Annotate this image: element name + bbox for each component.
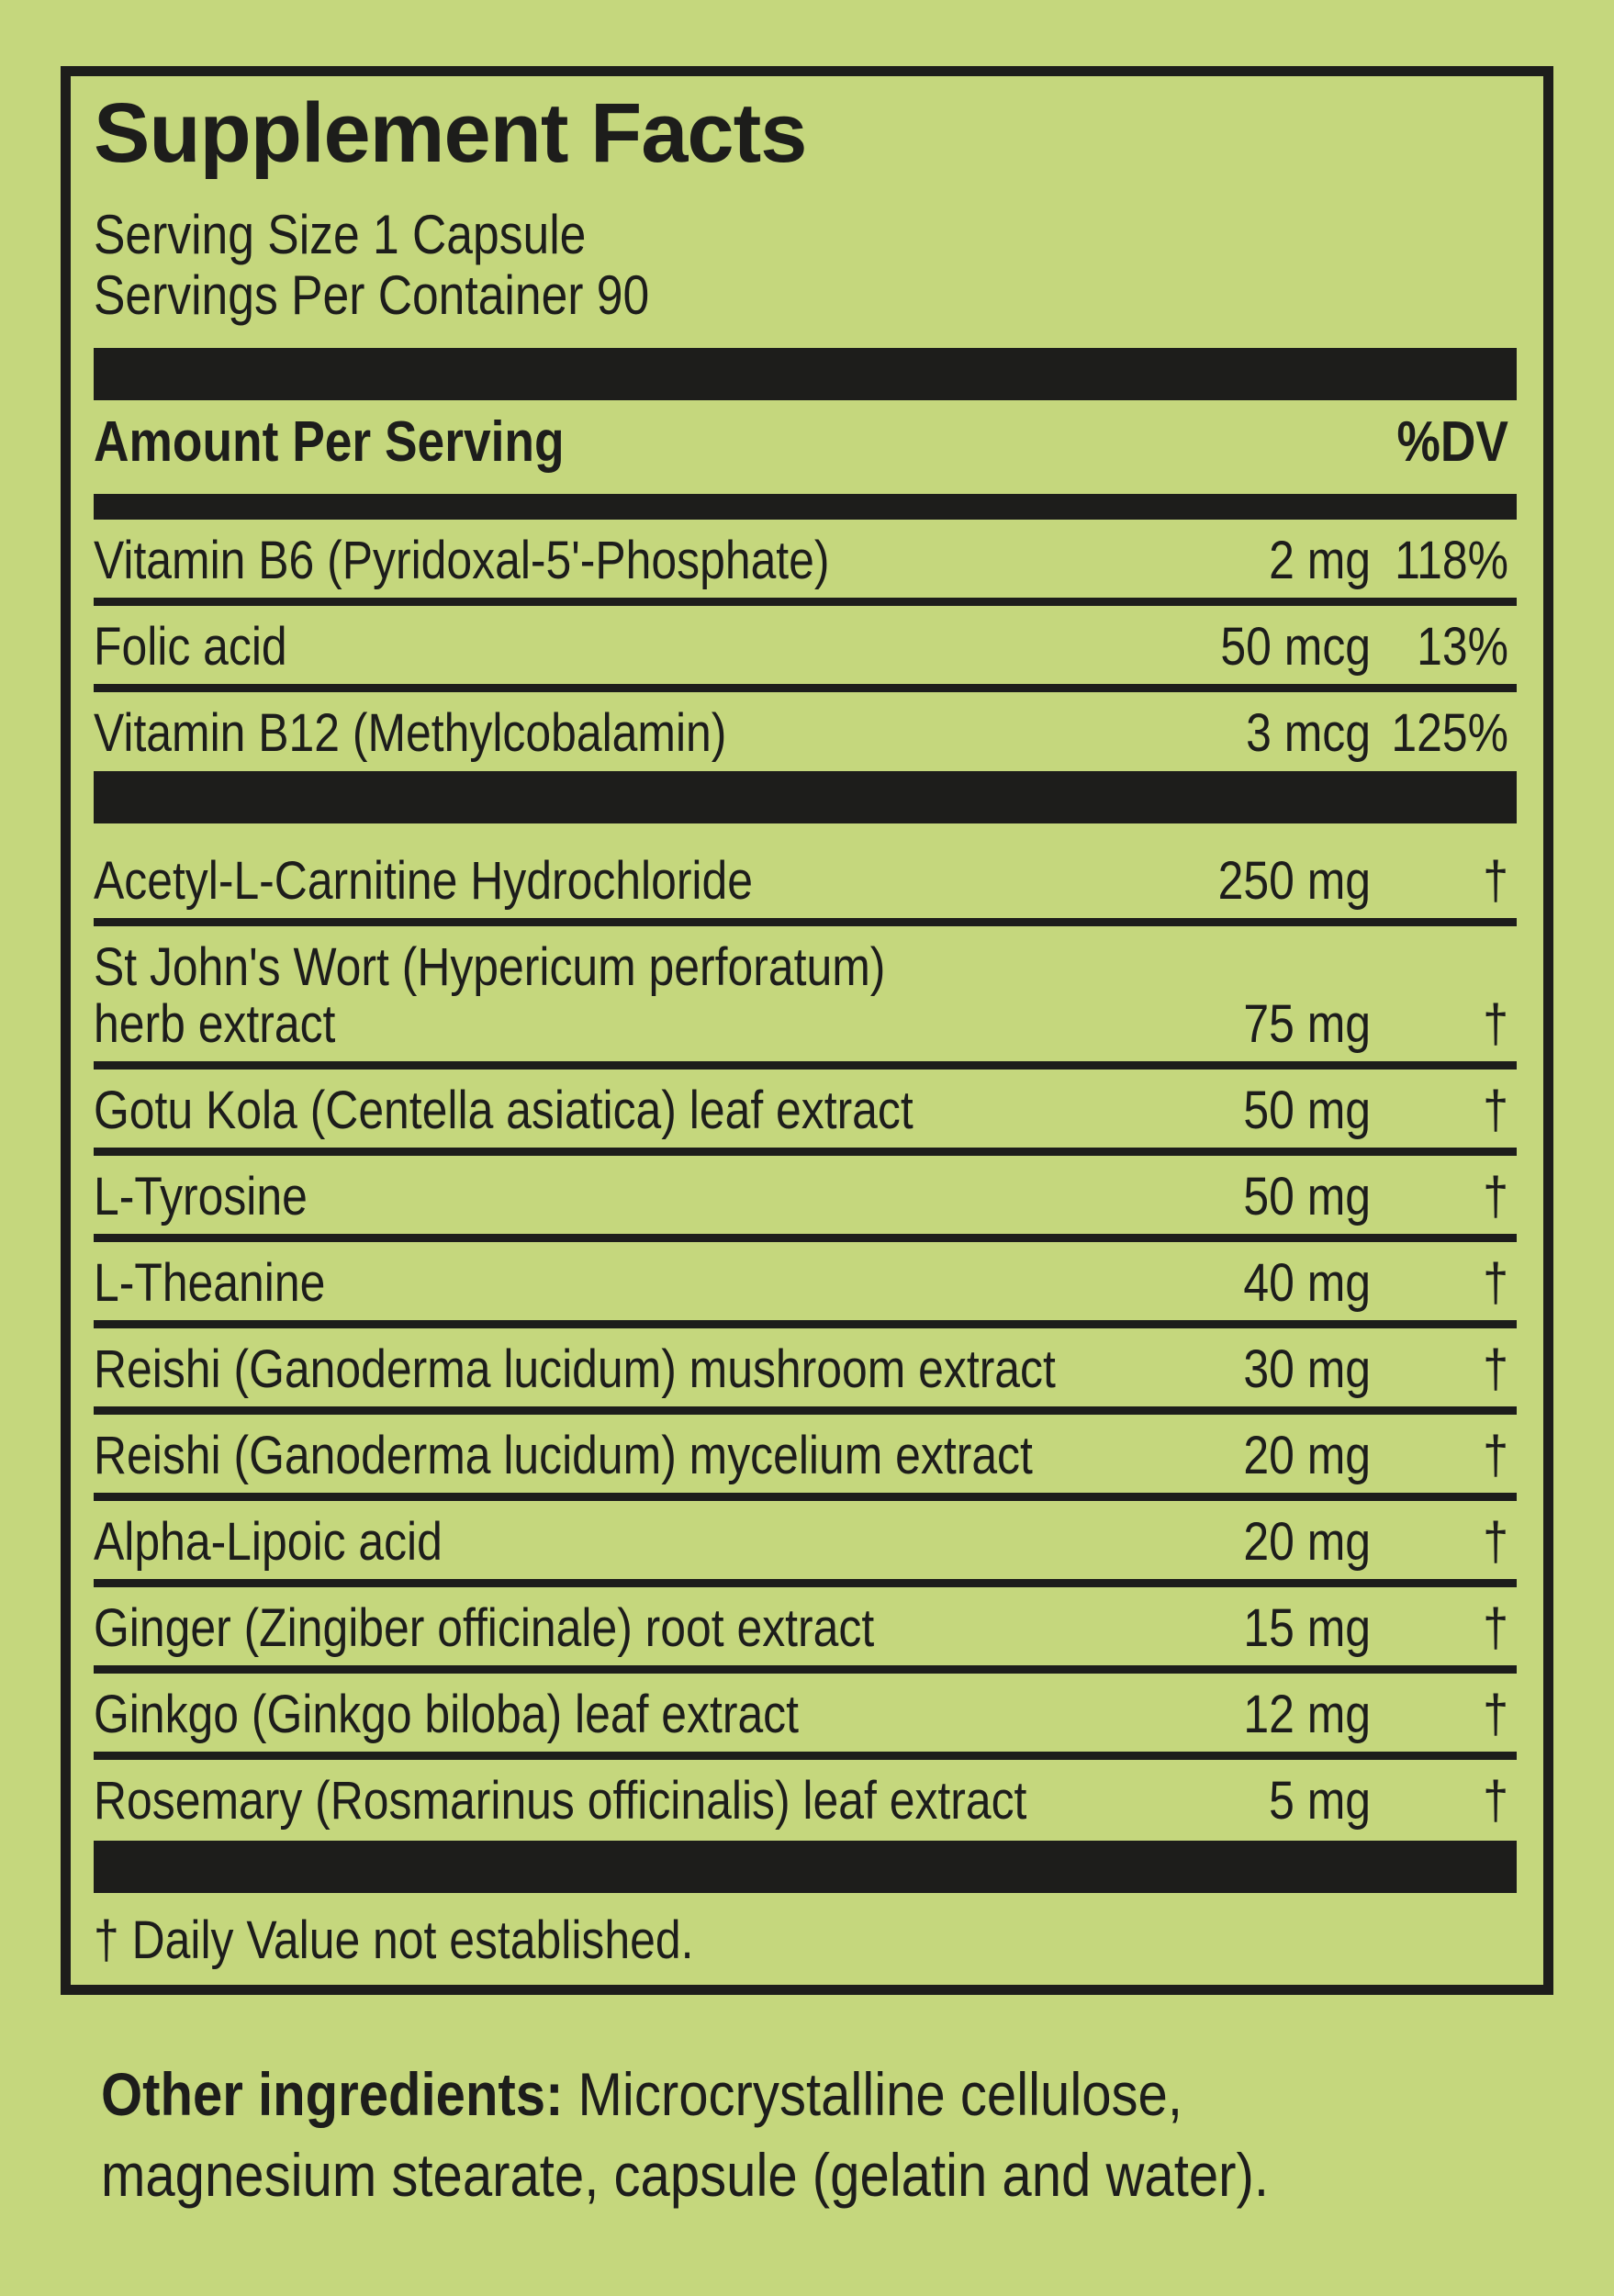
nutrient-row (94, 1070, 1517, 1156)
nutrient-name: Ginkgo (Ginkgo biloba) leaf extract (94, 1685, 799, 1744)
nutrient-amount: 75 mg (1243, 994, 1371, 1054)
nutrient-row (94, 692, 1517, 771)
nutrient-name: Gotu Kola (Centella asiatica) leaf extract (94, 1081, 913, 1140)
nutrient-dv: † (1483, 1426, 1508, 1485)
nutrient-row (94, 1328, 1517, 1415)
nutrient-dv: 118% (1395, 531, 1508, 590)
vitamin-rows-section (94, 520, 1517, 771)
nutrient-amount: 15 mg (1243, 1598, 1371, 1658)
servings-per-container: Servings Per Container 90 (94, 264, 650, 326)
nutrient-row (94, 1501, 1517, 1587)
nutrient-amount: 50 mg (1243, 1081, 1371, 1140)
nutrient-amount: 250 mg (1217, 851, 1371, 911)
nutrient-dv: † (1483, 1253, 1508, 1313)
nutrient-row (94, 1760, 1517, 1841)
other-ingredients-label: Other ingredients: (101, 2060, 564, 2128)
other-ingredients (101, 2054, 1526, 2215)
divider-bar-thin (94, 494, 1517, 520)
footnote (94, 1911, 1517, 1970)
nutrient-row (94, 1415, 1517, 1501)
supplement-facts-panel (61, 66, 1553, 1995)
nutrient-dv: † (1483, 1512, 1508, 1572)
nutrient-dv: † (1483, 1339, 1508, 1399)
divider-bar-thick (94, 348, 1517, 400)
nutrient-dv: 13% (1417, 617, 1508, 677)
nutrient-name: Ginger (Zingiber officinale) root extract (94, 1598, 875, 1658)
nutrient-row (94, 823, 1517, 926)
nutrient-row (94, 606, 1517, 692)
serving-info (94, 205, 1517, 326)
nutrient-dv: † (1483, 1771, 1508, 1831)
nutrient-name: L-Theanine (94, 1253, 326, 1313)
nutrient-amount: 50 mg (1243, 1167, 1371, 1226)
nutrient-name-line2: herb extract (94, 994, 336, 1054)
nutrient-amount: 50 mcg (1220, 617, 1371, 677)
nutrient-amount: 5 mg (1269, 1771, 1371, 1831)
nutrient-name: Alpha-Lipoic acid (94, 1512, 443, 1572)
nutrient-dv: † (1483, 1167, 1508, 1226)
nutrient-row (94, 1156, 1517, 1242)
nutrient-name: L-Tyrosine (94, 1167, 308, 1226)
other-ingredients-line2: magnesium stearate, capsule (gelatin and water). (101, 2141, 1269, 2209)
nutrient-amount: 12 mg (1243, 1685, 1371, 1744)
nutrient-dv: † (1483, 994, 1508, 1054)
nutrient-row (94, 520, 1517, 606)
panel-title: Supplement Facts (94, 86, 807, 180)
amount-per-serving-label: Amount Per Serving (94, 410, 565, 474)
nutrient-amount: 40 mg (1243, 1253, 1371, 1313)
nutrient-dv: † (1483, 1598, 1508, 1658)
nutrient-row (94, 926, 1517, 1070)
dv-column-label: %DV (1396, 410, 1508, 474)
nutrient-amount: 20 mg (1243, 1512, 1371, 1572)
nutrient-name: Reishi (Ganoderma lucidum) mycelium extract (94, 1426, 1033, 1485)
nutrient-amount: 30 mg (1243, 1339, 1371, 1399)
nutrient-dv: † (1483, 1081, 1508, 1140)
nutrient-row (94, 1587, 1517, 1674)
nutrient-dv: † (1483, 1685, 1508, 1744)
nutrient-name: Acetyl-L-Carnitine Hydrochloride (94, 851, 754, 911)
herbal-rows-section (94, 823, 1517, 1841)
nutrient-amount: 3 mcg (1246, 703, 1371, 763)
nutrient-name: Vitamin B12 (Methylcobalamin) (94, 703, 727, 763)
nutrient-amount: 2 mg (1269, 531, 1371, 590)
nutrient-row (94, 1242, 1517, 1328)
other-ingredients-line1 (101, 2054, 1355, 2134)
column-header-row (94, 410, 1517, 474)
divider-bar-thick (94, 771, 1517, 823)
other-ingredients-line1-rest: Microcrystalline cellulose, (563, 2060, 1183, 2128)
nutrient-name: Rosemary (Rosmarinus officinalis) leaf extract (94, 1771, 1027, 1831)
nutrient-name: Vitamin B6 (Pyridoxal-5'-Phosphate) (94, 531, 830, 590)
serving-size: Serving Size 1 Capsule (94, 204, 587, 265)
nutrient-name: St John's Wort (Hypericum perforatum) (94, 937, 886, 997)
footnote-text: † Daily Value not established. (94, 1910, 694, 1970)
nutrient-name: Folic acid (94, 617, 287, 677)
nutrient-dv: † (1483, 851, 1508, 911)
nutrient-name: Reishi (Ganoderma lucidum) mushroom extract (94, 1339, 1056, 1399)
nutrient-dv: 125% (1391, 703, 1508, 763)
divider-bar-thick (94, 1841, 1517, 1893)
nutrient-amount: 20 mg (1243, 1426, 1371, 1485)
nutrient-row (94, 1674, 1517, 1760)
